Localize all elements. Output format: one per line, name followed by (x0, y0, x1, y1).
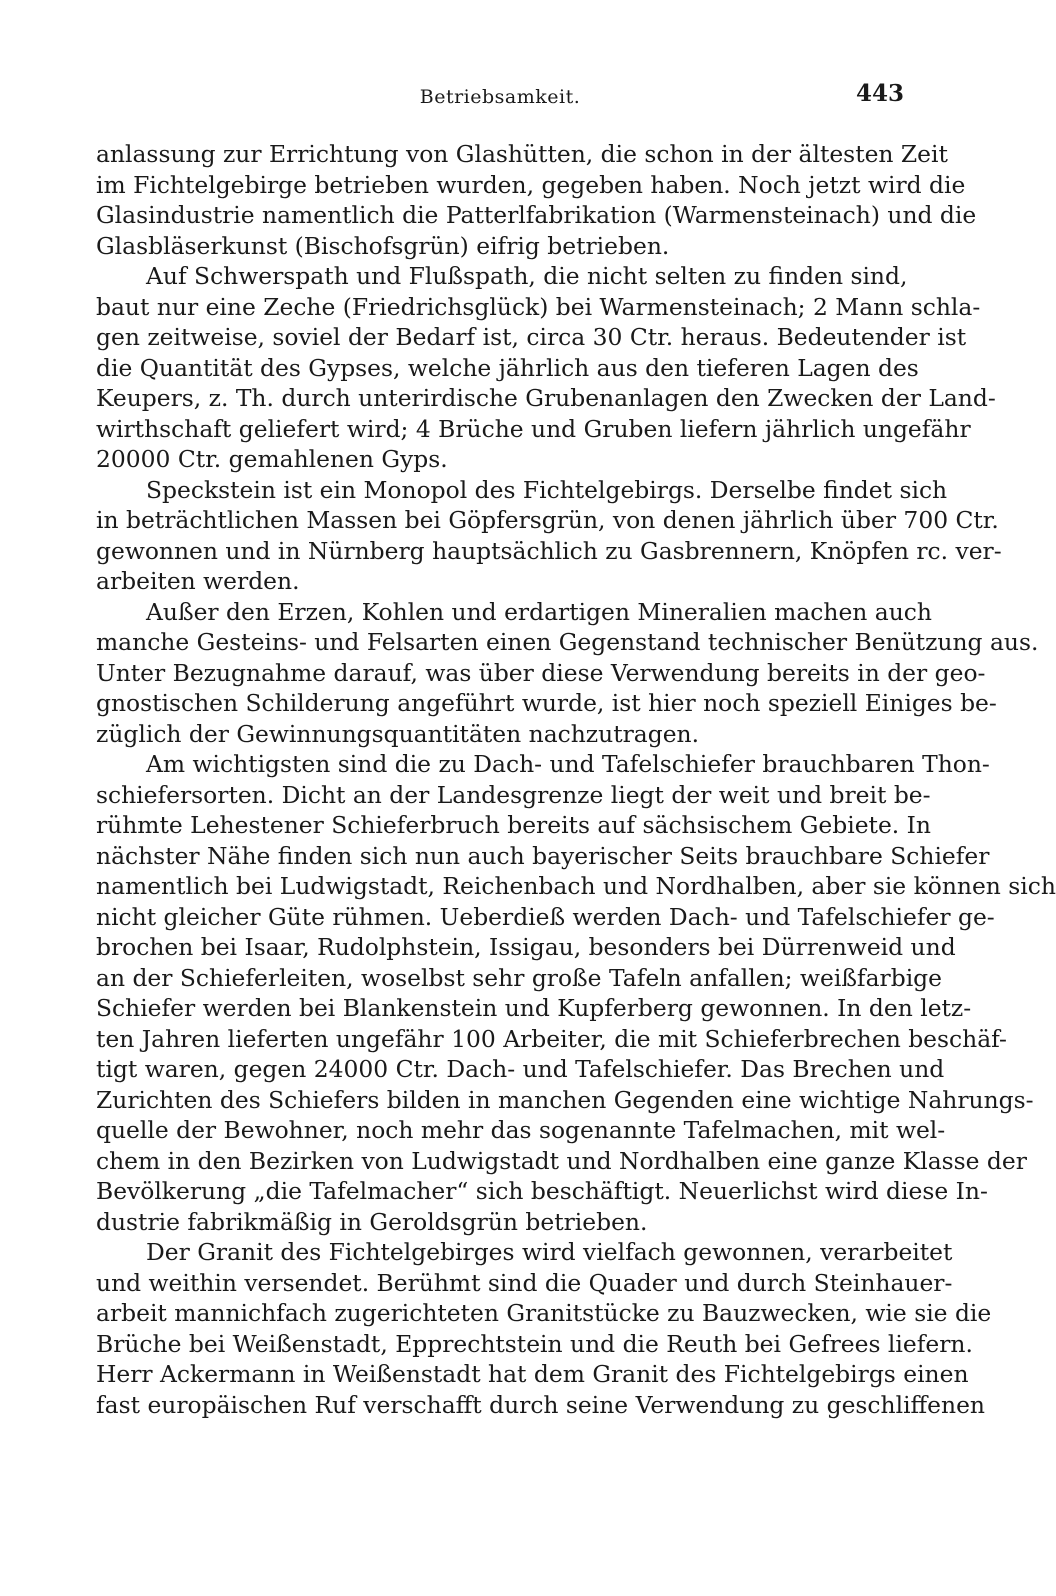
text-line: züglich der Gewinnungsquantitäten nachzutragen. (96, 719, 700, 748)
text-line: und weithin versendet. Berühmt sind die Quader und durch Steinhauer- (96, 1268, 953, 1297)
text-line: Glasindustrie namentlich die Patterlfabrikation (Warmensteinach) und die (96, 201, 977, 229)
text-line: arbeiten werden. (96, 567, 300, 595)
text-line: Auf Schwerspath und Flußspath, die nicht selten zu finden sind, (146, 262, 908, 290)
text-line: Glasbläserkunst (Bischofsgrün) eifrig betrieben. (96, 231, 670, 260)
text-line: nächster Nähe finden sich nun auch bayerischer Seits brauchbare Schiefer (96, 841, 990, 870)
text-line: rühmte Lehestener Schieferbruch bereits auf sächsischem Gebiete. In (96, 811, 931, 839)
text-line: baut nur eine Zeche (Friedrichsglück) bei Warmensteinach; 2 Mann schla- (96, 292, 981, 321)
text-line: manche Gesteins- und Felsarten einen Gegenstand technischer Benützung aus. (96, 628, 1039, 656)
text-line: Unter Bezugnahme darauf, was über diese Verwendung bereits in der geo- (96, 658, 986, 687)
text-line: quelle der Bewohner, noch mehr das sogenannte Tafelmachen, mit wel- (96, 1116, 946, 1144)
text-line: gnostischen Schilderung angeführt wurde, ist hier noch speziell Einiges be- (96, 689, 997, 717)
text-line: wirthschaft geliefert wird; 4 Brüche und Gruben liefern jährlich ungefähr (96, 414, 971, 443)
text-line: Herr Ackermann in Weißenstadt hat dem Granit des Fichtelgebirgs einen (96, 1360, 969, 1388)
text-line: schiefersorten. Dicht an der Landesgrenze liegt der weit und breit be- (96, 780, 931, 809)
paragraph (96, 597, 1039, 750)
text-line: tigt waren, gegen 24000 Ctr. Dach- und Tafelschiefer. Das Brechen und (96, 1055, 945, 1083)
text-line: die Quantität des Gypses, welche jährlich aus den tieferen Lagen des (96, 353, 919, 382)
paragraph (96, 1237, 992, 1420)
text-line: Zurichten des Schiefers bilden in manchen Gegenden eine wichtige Nahrungs- (96, 1085, 1034, 1114)
text-line: Der Granit des Fichtelgebirges wird vielfach gewonnen, verarbeitet (146, 1238, 953, 1266)
page-body (96, 139, 1056, 1420)
page-number: 443 (855, 80, 904, 107)
paragraph (96, 139, 977, 261)
page-header (96, 80, 904, 116)
text-line: namentlich bei Ludwigstadt, Reichenbach und Nordhalben, aber sie können sich (96, 872, 1056, 900)
text-line: gewonnen und in Nürnberg hauptsächlich zu Gasbrennern, Knöpfen rc. ver- (96, 536, 1002, 565)
text-line: dustrie fabrikmäßig in Geroldsgrün betrieben. (96, 1207, 648, 1236)
text-line: im Fichtelgebirge betrieben wurden, gegeben haben. Noch jetzt wird die (96, 170, 966, 199)
paragraph (96, 475, 1002, 597)
text-line: anlassung zur Errichtung von Glashütten, die schon in der ältesten Zeit (96, 140, 948, 168)
text-line: in beträchtlichen Massen bei Göpfersgrün, von denen jährlich über 700 Ctr. (96, 506, 999, 534)
text-line: fast europäischen Ruf verschafft durch seine Verwendung zu geschliffenen (96, 1390, 985, 1419)
text-line: Bevölkerung „die Tafelmacher“ sich beschäftigt. Neuerlichst wird diese In- (96, 1177, 988, 1205)
text-line: ten Jahren lieferten ungefähr 100 Arbeiter, die mit Schieferbrechen beschäf- (96, 1024, 1007, 1053)
text-line: an der Schieferleiten, woselbst sehr große Tafeln anfallen; weißfarbige (96, 963, 942, 992)
text-line: Am wichtigsten sind die zu Dach- und Tafelschiefer brauchbaren Thon- (146, 750, 990, 778)
text-line: nicht gleicher Güte rühmen. Ueberdieß werden Dach- und Tafelschiefer ge- (96, 902, 995, 931)
running-head: Betriebsamkeit. (419, 86, 581, 108)
paragraph (96, 749, 1056, 1237)
text-line: Keupers, z. Th. durch unterirdische Grubenanlagen den Zwecken der Land- (96, 384, 996, 412)
text-line: gen zeitweise, soviel der Bedarf ist, circa 30 Ctr. heraus. Bedeutender ist (96, 323, 967, 351)
paragraph (96, 261, 996, 475)
text-line: Speckstein ist ein Monopol des Fichtelgebirgs. Derselbe findet sich (146, 475, 948, 504)
text-line: Brüche bei Weißenstadt, Epprechtstein und die Reuth bei Gefrees liefern. (96, 1329, 973, 1358)
text-line: chem in den Bezirken von Ludwigstadt und Nordhalben eine ganze Klasse der (96, 1146, 1027, 1175)
text-line: arbeit mannichfach zugerichteten Granitstücke zu Bauzwecken, wie sie die (96, 1299, 992, 1327)
text-line: Schiefer werden bei Blankenstein und Kupferberg gewonnen. In den letz- (96, 994, 972, 1022)
text-line: Außer den Erzen, Kohlen und erdartigen Mineralien machen auch (146, 597, 932, 626)
text-line: brochen bei Isaar, Rudolphstein, Issigau, besonders bei Dürrenweid und (96, 933, 956, 961)
text-line: 20000 Ctr. gemahlenen Gyps. (96, 445, 448, 473)
